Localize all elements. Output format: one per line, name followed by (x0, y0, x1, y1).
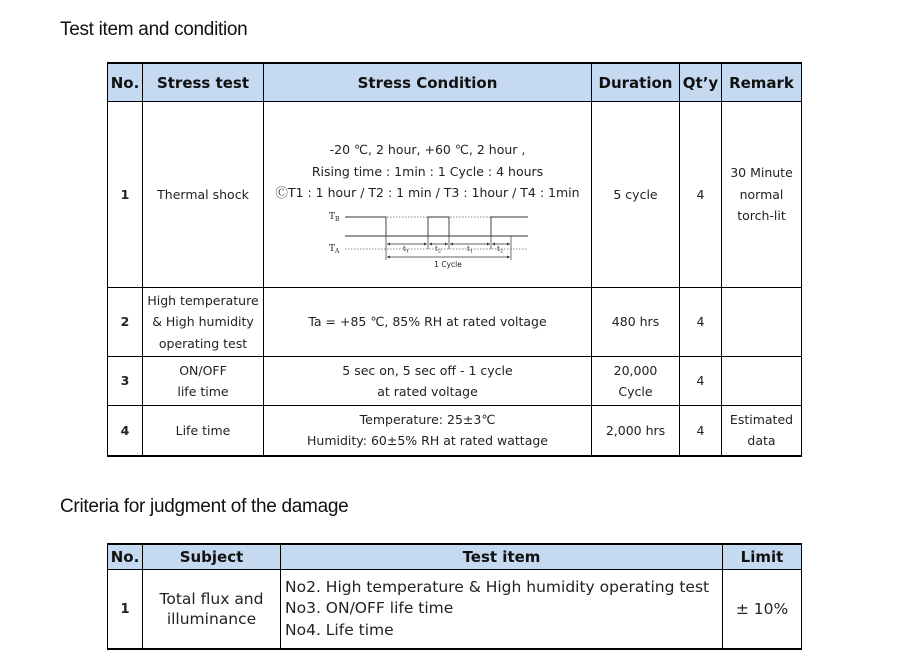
table-row (108, 288, 802, 357)
tb-label: $T_B$ (328, 211, 339, 223)
condition-line: 5 sec on, 5 sec off - 1 cycle (342, 362, 513, 378)
header-no: No. (108, 63, 143, 102)
table-row (108, 406, 802, 456)
row-stress-condition (264, 406, 592, 456)
t1-label: $t_1$ (466, 244, 473, 255)
stress-test-line: Life time (175, 422, 231, 438)
remark-line: torch-lit (737, 208, 786, 224)
row-no: 1 (108, 102, 143, 288)
table-row (108, 357, 802, 406)
condition-line: Ta = +85 ℃, 85% RH at rated voltage (308, 314, 547, 330)
stress-test-line: High temperature (147, 292, 259, 308)
duration-line: 20,000 (613, 362, 658, 378)
section-title-test-items: Test item and condition (60, 19, 248, 40)
row-subject (143, 570, 281, 650)
table-header-row (108, 63, 802, 102)
remark-line: Estimated (729, 411, 794, 427)
thermal-cycle-diagram (323, 208, 533, 270)
cycle-label: 1 Cycle (433, 259, 462, 269)
row-duration (592, 102, 680, 288)
table-header-row (108, 544, 802, 570)
row-qty: 4 (680, 102, 722, 288)
header-stress-test: Stress test (143, 63, 264, 102)
row-qty: 4 (680, 357, 722, 406)
header-qty: Qt’y (680, 63, 722, 102)
table-row (108, 570, 802, 650)
row-qty: 4 (680, 406, 722, 456)
row-no: 3 (108, 357, 143, 406)
stress-test-line: ON/OFF (179, 362, 227, 378)
stress-test-line: life time (177, 384, 229, 399)
row-remark (722, 102, 802, 288)
square-wave (345, 217, 528, 236)
row-no: 4 (108, 406, 143, 456)
t2-label: $t_2$ (434, 244, 441, 255)
duration-line: 2,000 hrs (605, 422, 666, 438)
subject-line: Total flux and (159, 590, 264, 608)
remark-line: 30 Minute (730, 165, 793, 181)
stress-test-table (107, 62, 802, 457)
row-remark (722, 357, 802, 406)
row-no: 1 (108, 570, 143, 650)
row-duration (592, 357, 680, 406)
header-limit: Limit (723, 544, 802, 570)
stress-test-line: Thermal shock (157, 186, 249, 202)
test-item-line: No4. Life time (285, 620, 394, 639)
row-limit: ± 10% (723, 570, 802, 650)
subject-line: illuminance (166, 610, 257, 628)
condition-line: ⒸT1 : 1 hour / T2 : 1 min / T3 : 1hour / T4 : 1min (275, 185, 580, 201)
header-remark: Remark (722, 63, 802, 102)
condition-line: Humidity: 60±5% RH at rated wattage (307, 433, 548, 449)
condition-line: Temperature: 25±3℃ (359, 411, 496, 427)
row-stress-test (143, 406, 264, 456)
duration-line: 5 cycle (613, 186, 658, 202)
header-no: No. (108, 544, 143, 570)
condition-line: at rated voltage (377, 384, 478, 399)
condition-line: Rising time : 1min : 1 Cycle : 4 hours (311, 163, 544, 179)
duration-line: 480 hrs (611, 314, 660, 330)
row-stress-condition (264, 357, 592, 406)
remark-line: data (747, 433, 776, 449)
table-row (108, 102, 802, 288)
section-title-criteria: Criteria for judgment of the damage (60, 496, 349, 517)
ta-label: $T_A$ (328, 243, 339, 255)
row-stress-test (143, 288, 264, 357)
row-stress-test (143, 357, 264, 406)
header-subject: Subject (143, 544, 281, 570)
header-stress-condition: Stress Condition (264, 63, 592, 102)
row-duration (592, 406, 680, 456)
header-test-item: Test item (281, 544, 723, 570)
t2-label: $t_2$ (496, 244, 503, 255)
test-item-line: No3. ON/OFF life time (285, 599, 454, 618)
row-qty: 4 (680, 288, 722, 357)
row-duration (592, 288, 680, 357)
t1-label: $t_1$ (402, 244, 409, 255)
remark-line: normal (739, 186, 784, 202)
condition-line: -20 ℃, 2 hour, +60 ℃, 2 hour , (329, 142, 526, 158)
row-test-items (281, 570, 723, 650)
header-duration: Duration (592, 63, 680, 102)
row-remark (722, 288, 802, 357)
duration-line: Cycle (618, 384, 653, 399)
row-stress-condition (264, 288, 592, 357)
row-no: 2 (108, 288, 143, 357)
row-remark (722, 406, 802, 456)
row-stress-test (143, 102, 264, 288)
row-stress-condition (264, 102, 592, 288)
criteria-table (107, 543, 802, 650)
test-item-line: No2. High temperature & High humidity operating test (285, 577, 710, 596)
stress-test-line: operating test (158, 335, 248, 351)
stress-test-line: & High humidity (152, 314, 254, 330)
